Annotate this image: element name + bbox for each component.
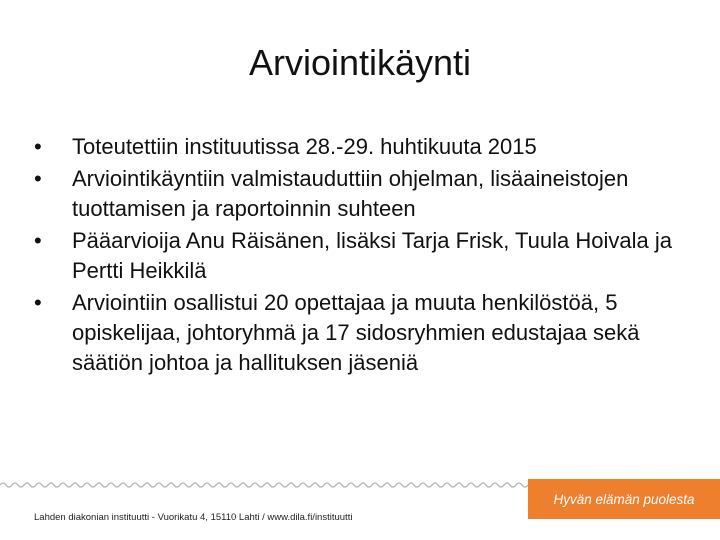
footer-address: Lahden diakonian instituutti - Vuorikatu 4, 15110 Lahti / www.dila.fi/instituutti — [34, 512, 353, 523]
bullet-text: Arviointikäyntiin valmistauduttiin ohjelman, lisäaineistojen tuottamisen ja raportoinnin suhteen — [72, 166, 629, 221]
bullet-icon: • — [34, 228, 42, 253]
bullet-text: Arviointiin osallistui 20 opettajaa ja muuta henkilöstöä, 5 opiskelijaa, johtoryhmä ja 17 sidosryhmien edustajaa sekä säätiön johtoa ja hallituksen jäseniä — [72, 290, 640, 375]
tagline-text: Hyvän elämän puolesta — [553, 491, 695, 507]
bullet-list — [34, 132, 694, 380]
bullet-text: Pääarvioija Anu Räisänen, lisäksi Tarja Frisk, Tuula Hoivala ja Pertti Heikkilä — [72, 228, 672, 283]
bullet-icon: • — [34, 290, 42, 315]
slide-title: Arviointikäynti — [248, 42, 472, 83]
tagline-badge — [528, 479, 720, 519]
bullet-item — [34, 164, 694, 224]
bullet-item — [34, 132, 694, 162]
bullet-icon: • — [34, 166, 42, 191]
bullet-text: Toteutettiin instituutissa 28.-29. huhtikuuta 2015 — [72, 134, 537, 159]
bullet-item — [34, 226, 694, 286]
bullet-item — [34, 288, 694, 378]
bullet-icon: • — [34, 134, 42, 159]
